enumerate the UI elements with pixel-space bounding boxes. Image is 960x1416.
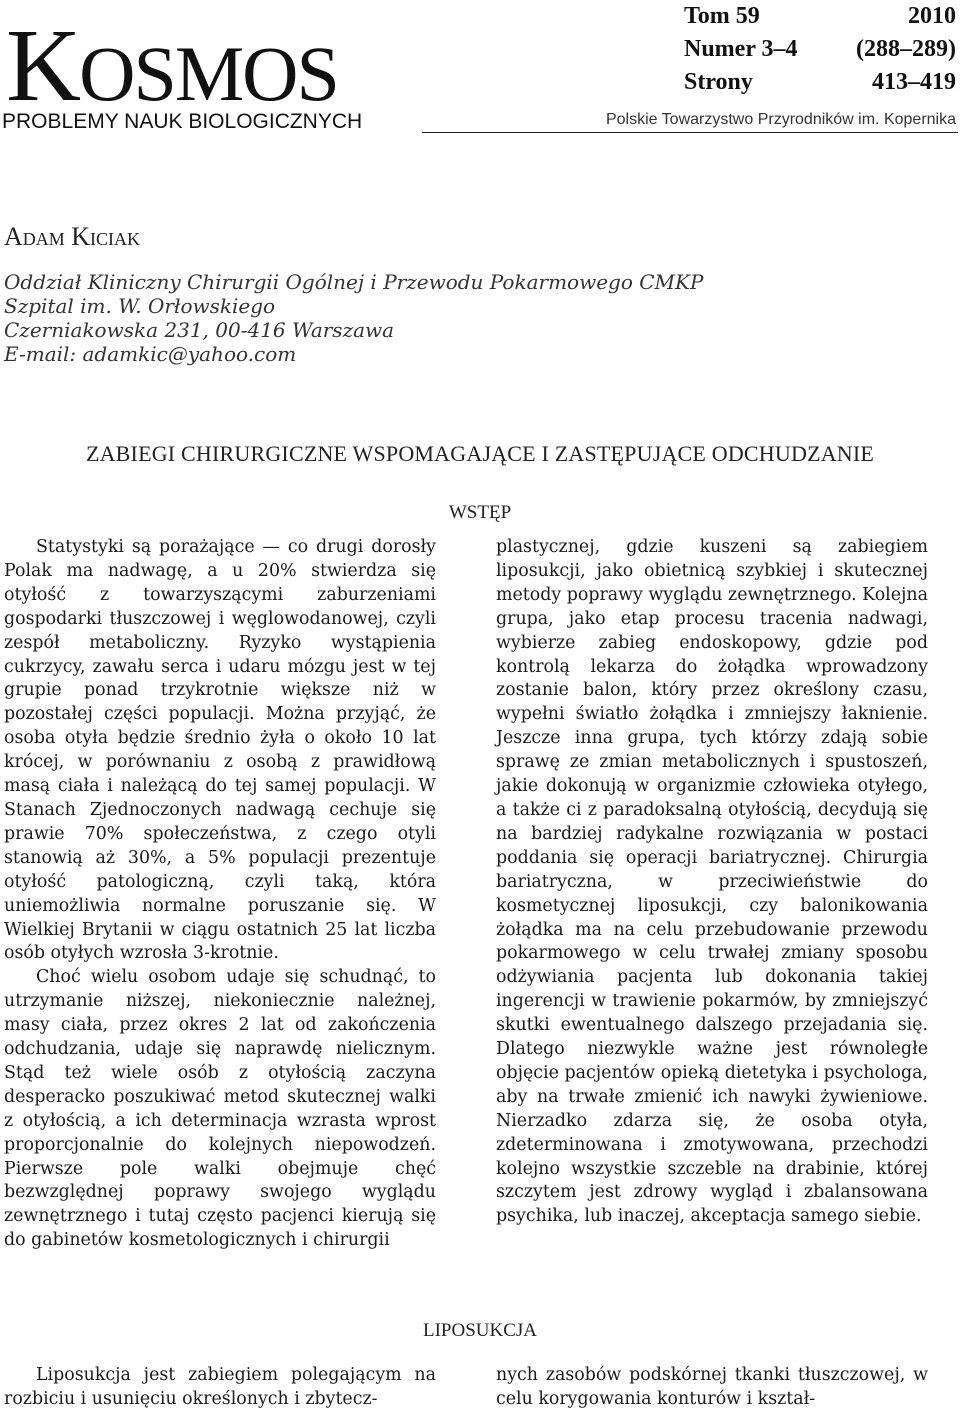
meta-issue: Numer 3–4 (288–289) bbox=[684, 36, 956, 62]
meta-volume: Tom 59 2010 bbox=[684, 3, 956, 29]
journal-subtitle: PROBLEMY NAUK BIOLOGICZNYCH bbox=[2, 110, 363, 133]
paragraph: Statystyki są porażające — co drugi dorosły Polak ma nadwagę, a u 20% stwierdza się otyłość z towarzyszącymi zaburzeniami gospodarki tłuszczowej i węglowodanowej, czyli zespół metaboliczny. Ryzyko wystąpienia cukrzycy, zawału serca i udaru mózgu jest w tej grupie ponad trzykrotnie większe niż w pozostałej części populacji. Można przyjąć, że osoba otyła będzie średnio żyła o około 10 lat krócej, w porównaniu z osobą z prawidłową masą ciała i należącą do tej samej populacji. W Stanach Zjednoczonych nadwagą cechuje się prawie 70% społeczeństwa, z czego otyli stanowią aż 30%, a 5% populacji prezentuje otyłość patologiczną, czyli taką, która uniemożliwia normalne poruszanie się. W Wielkiej Brytanii w ciągu ostatnich 25 lat liczba osób otyłych wzrosła 3-krotnie. bbox=[4, 537, 436, 964]
journal-header bbox=[0, 0, 960, 140]
paragraph: nych zasobów podskórnej tkanki tłuszczowej, w celu korygowania konturów i kształ- bbox=[496, 1365, 928, 1409]
affiliation-line: Szpital im. W. Orłowskiego bbox=[4, 294, 276, 318]
lipo-right-column bbox=[496, 1364, 928, 1412]
paragraph: Liposukcja jest zabiegiem polegającym na rozbiciu i usunięciu określonych i zbytecz- bbox=[4, 1365, 436, 1409]
lipo-left-column bbox=[4, 1364, 436, 1412]
intro-right-column bbox=[496, 536, 928, 1229]
society-name: Polskie Towarzystwo Przyrodników im. Kopernika bbox=[605, 111, 956, 128]
paragraph: plastycznej, gdzie kuszeni są zabiegiem liposukcji, jako obietnicą szybkiej i skutecznej metody poprawy wyglądu zewnętrznego. Kolejna grupa, jako etap procesu tracenia nadwagi, wybierze zabieg endoskopowy, gdzie pod kontrolą lekarza do żołądka wprowadzony zostanie balon, który przez określony czasu, wypełni światło żołądka i zmniejszy łaknienie. Jeszcze inna grupa, tych którzy zdają sobie sprawę ze zmian metabolicznych i spustoszeń, jakie dokonują w organizmie człowieka otyłego, a także ci z paradoksalną otyłością, decydują się na bardziej radykalne rozwiązania w postaci poddania się operacji bariatrycznej. Chirurgia bariatryczna, w przeciwieństwie do kosmetycznej liposukcji, czy balonikowania żołądka ma na celu przebudowanie przewodu pokarmowego w celu trwałej zmiany sposobu odżywiania pacjenta lub dokonania takiej ingerencji w trawienie pokarmów, by zmniejszyć skutki ewentualnego dalszego przejadania się. Dlatego niezwykle ważne jest równoległe objęcie pacjentów opieką dietetyka i psychologa, aby na trwałe zmienić ich nawyki żywieniowe. Nierzadko zdarza się, że osoba otyła, zdeterminowana i zmotywowana, przechodzi kolejno wszystkie szczeble na drabinie, której szczytem jest zdrowy wygląd i zbalansowana psychika, lub inaczej, akceptacja samego siebie. bbox=[496, 537, 928, 1227]
author-email[interactable]: E-mail: adamkic@yahoo.com bbox=[4, 342, 297, 366]
article-title: ZABIEGI CHIRURGICZNE WSPOMAGAJĄCE I ZASTĘPUJĄCE ODCHUDZANIE bbox=[85, 441, 875, 466]
author-affiliation bbox=[4, 270, 703, 366]
intro-left-column bbox=[4, 536, 436, 1253]
author-name: Adam Kiciak bbox=[4, 222, 141, 251]
header-rule bbox=[422, 132, 958, 133]
journal-logo: KOSMOS bbox=[6, 8, 338, 123]
meta-pages: Strony 413–419 bbox=[684, 69, 956, 95]
section-heading-intro: WSTĘP bbox=[448, 502, 512, 523]
affiliation-line: Czerniakowska 231, 00-416 Warszawa bbox=[4, 318, 395, 342]
issue-meta bbox=[684, 0, 956, 99]
paragraph: Choć wielu osobom udaje się schudnąć, to utrzymanie niższej, niekoniecznie należnej, masy ciała, przez okres 2 lat od zakończenia odchudzania, udaje się naprawdę nielicznym. Stąd też wiele osób z otyłością zaczyna desperacko poszukiwać metod skutecznej walki z otyłością, a ich determinacja wzrasta wprost proporcjonalnie do kolejnych niepowodzeń. Pierwsze pole walki obejmuje chęć bezwzględnej poprawy swojego wyglądu zewnętrznego i tutaj często pacjenci kierują się do gabinetów kosmetologicznych i chirurgii bbox=[4, 967, 436, 1251]
affiliation-line: Oddział Kliniczny Chirurgii Ogólnej i Przewodu Pokarmowego CMKP bbox=[4, 270, 704, 294]
section-heading-liposuction: LIPOSUKCJA bbox=[422, 1320, 538, 1341]
